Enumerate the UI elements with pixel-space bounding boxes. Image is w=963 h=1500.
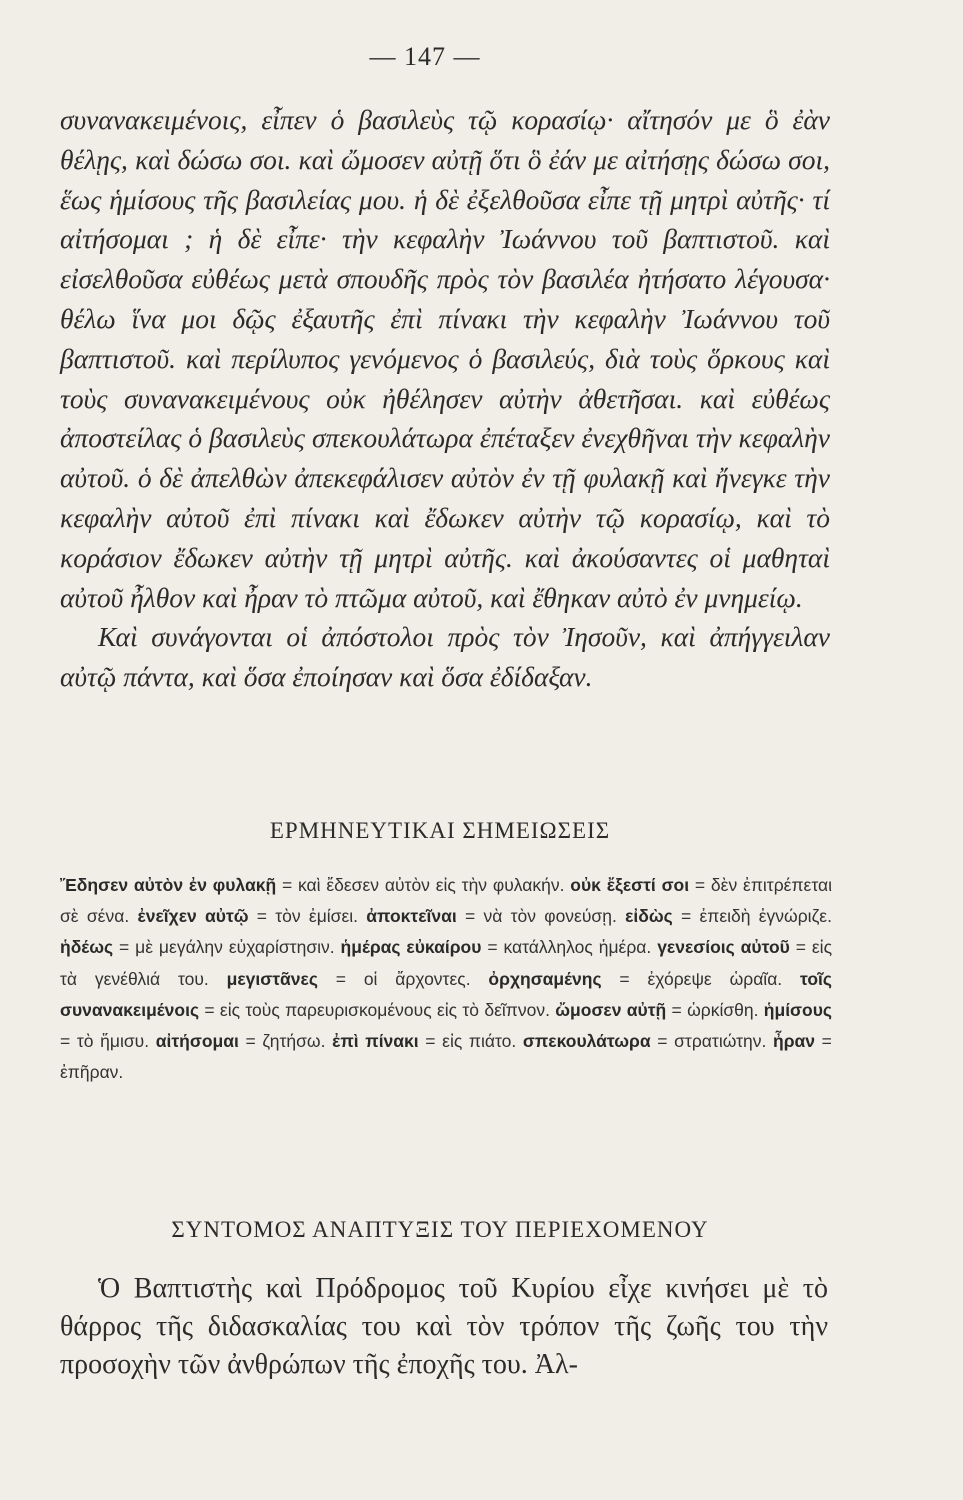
note-term: ἦραν (773, 1031, 816, 1052)
note-meaning: στρατιώτην. (674, 1031, 767, 1052)
note-term: μεγιστᾶνες (226, 968, 318, 989)
summary-section (60, 1270, 828, 1384)
note-meaning: τὸν ἐμίσει. (275, 906, 359, 927)
note-entry: ἡδέως = μὲ μεγάλην εὐχαρίστησιν. (60, 937, 335, 958)
note-meaning: ἐπῆραν. (60, 1062, 124, 1083)
note-meaning: τὸ ἥμισυ. (76, 1031, 150, 1052)
note-term: ἡμίσους (763, 999, 833, 1020)
note-meaning: εἰς πιάτο. (442, 1031, 517, 1052)
note-entry: ἡμέρας εὐκαίρου = κατάλληλος ἡμέρα. (340, 937, 652, 958)
gospel-paragraph-2: Καὶ συνάγονται οἱ ἀπόστολοι πρὸς τὸν Ἰησοῦν, καὶ ἀπήγγειλαν αὐτῷ πάντα, καὶ ὅσα ἐποίησαν καὶ ὅσα ἐδίδαξαν. (60, 621, 830, 693)
note-term: αἰτήσομαι (155, 1031, 239, 1052)
note-meaning: νὰ τὸν φονεύσῃ. (483, 906, 617, 927)
note-meaning: οἱ ἄρχοντες. (363, 968, 471, 989)
note-entry: ὤμοσεν αὐτῇ = ὡρκίσθη. (555, 999, 759, 1020)
note-meaning: ἐπειδὴ ἐγνώριζε. (699, 906, 832, 927)
gospel-text (60, 100, 830, 697)
note-entry: ἦραν = ἐπῆραν. (60, 1031, 832, 1083)
note-term: ὤμοσεν αὐτῇ (555, 999, 667, 1020)
gospel-paragraph-1: συνανακειμένοις, εἶπεν ὁ βασιλεὺς τῷ κορασίῳ· αἴτησόν με ὃ ἐὰν θέλῃς, καὶ δώσω σοι. καὶ ὤμοσεν αὐτῇ ὅτι ὃ ἐάν με αἰτήσῃς δώσω σοι, ἕως ἡμίσους τῆς βασιλείας μου. ἡ δὲ ἐξελθοῦσα εἶπε τῇ μητρὶ αὐτῆς· τί αἰτήσομαι ; ἡ δὲ εἶπε· τὴν κεφαλὴν Ἰωάννου τοῦ βαπτιστοῦ. καὶ εἰσελθοῦσα εὐθέως μετὰ σπουδῆς πρὸς τὸν βασιλέα ἠτήσατο λέγουσα· θέλω ἵνα μοι δῷς ἐξαυτῆς ἐπὶ πίνακι τὴν κεφαλὴν Ἰωάννου τοῦ βαπτιστοῦ. καὶ περίλυπος γενόμενος ὁ βασιλεύς, διὰ τοὺς ὅρκους καὶ τοὺς συνανακειμένους οὐκ ἠθέλησεν αὐτὴν ἀθετῆσαι. καὶ εὐθέως ἀποστείλας ὁ βασιλεὺς σπεκουλάτωρα ἐπέταξεν ἐνεχθῆναι τὴν κεφαλὴν αὐτοῦ. ὁ δὲ ἀπελθὼν ἀπεκεφάλισεν αὐτὸν ἐν τῇ φυλακῇ καὶ ἤνεγκε τὴν κεφαλὴν αὐτοῦ ἐπὶ πίνακι καὶ ἔδωκεν αὐτὴν τῷ κορασίῳ, καὶ τὸ κοράσιον ἔδωκεν αὐτὴν τῇ μητρὶ αὐτῆς. καὶ ἀκούσαντες οἱ μαθηταὶ αὐτοῦ ἦλθον καὶ ἦραν τὸ πτῶμα αὐτοῦ, καὶ ἔθηκαν αὐτὸ ἐν μνημείῳ. (60, 104, 830, 613)
note-entry: εἰδὼς = ἐπειδὴ ἐγνώριζε. (625, 906, 832, 927)
note-entry: ἡμίσους = τὸ ἥμισυ. (60, 999, 833, 1052)
note-term: ἡδέως (60, 937, 114, 958)
note-meaning: ὡρκίσθη. (687, 999, 759, 1020)
note-term: ἐνεῖχεν αὐτῷ (137, 906, 249, 927)
page-number: — 147 — (369, 42, 481, 71)
note-term: τοῖς συνανακειμένοις (60, 968, 833, 1020)
note-entry: Ἔδησεν αὐτὸν ἐν φυλακῇ = καὶ ἔδεσεν αὐτὸν εἰς τὴν φυλακήν. (60, 875, 565, 895)
note-term: σπεκουλάτωρα (522, 1031, 651, 1052)
notes-heading: ΕΡΜΗΝΕΥΤΙΚΑΙ ΣΗΜΕΙΩΣΕΙΣ (269, 818, 611, 843)
note-entry: γενεσίοις αὐτοῦ = εἰς τὰ γενέθλιά του. (60, 937, 832, 989)
note-meaning: εἰς τοὺς παρευρισκομένους εἰς τὸ δεῖπνον. (219, 999, 550, 1020)
note-meaning: καὶ ἔδεσεν αὐτὸν εἰς τὴν φυλακήν. (298, 875, 565, 895)
note-meaning: κατάλληλος ἡμέρα. (503, 937, 652, 958)
note-entry: οὐκ ἔξεστί σοι = δὲν ἐπιτρέπεται σὲ σένα. (60, 875, 832, 927)
note-term: ὀρχησαμένης (488, 968, 602, 989)
notes-section (60, 870, 832, 1088)
note-meaning: ἐχόρεψε ὡραῖα. (647, 968, 783, 989)
note-term: οὐκ ἔξεστί σοι (570, 875, 690, 895)
note-meaning: δὲν ἐπιτρέπεται σὲ σένα. (60, 875, 832, 927)
note-entry: μεγιστᾶνες = οἱ ἄρχοντες. (226, 968, 471, 989)
note-term: ἐπὶ πίνακι (332, 1031, 419, 1052)
note-entry: σπεκουλάτωρα = στρατιώτην. (522, 1031, 767, 1052)
note-entry: τοῖς συνανακειμένοις = εἰς τοὺς παρευρισκομένους εἰς τὸ δεῖπνον. (60, 968, 833, 1020)
summary-heading: ΣΥΝΤΟΜΟΣ ΑΝΑΠΤΥΞΙΣ ΤΟΥ ΠΕΡΙΕΧΟΜΕΝΟΥ (171, 1217, 709, 1242)
note-entry: αἰτήσομαι = ζητήσω. (155, 1031, 326, 1052)
note-term: εἰδὼς (625, 906, 673, 927)
note-term: Ἔδησεν αὐτὸν ἐν φυλακῇ (60, 875, 277, 895)
note-entry: ἐπὶ πίνακι = εἰς πιάτο. (332, 1031, 517, 1052)
note-term: ἀποκτεῖναι (366, 906, 457, 927)
note-meaning: εἰς τὰ γενέθλιά του. (60, 937, 832, 989)
note-meaning: μὲ μεγάλην εὐχαρίστησιν. (135, 937, 335, 958)
note-term: ἡμέρας εὐκαίρου (340, 937, 482, 958)
note-term: γενεσίοις αὐτοῦ (657, 937, 790, 958)
note-entry: ἐνεῖχεν αὐτῷ = τὸν ἐμίσει. (137, 906, 359, 927)
summary-paragraph: Ὁ Βαπτιστὴς καὶ Πρόδρομος τοῦ Κυρίου εἶχε κινήσει μὲ τὸ θάρρος τῆς διδασκαλίας του καὶ τὸν τρόπον τῆς ζωῆς του τὴν προσοχὴν τῶν ἀνθρώπων τῆς ἐποχῆς του. Ἀλ- (60, 1273, 828, 1380)
note-entry: ἀποκτεῖναι = νὰ τὸν φονεύσῃ. (366, 906, 617, 927)
note-entry: ὀρχησαμένης = ἐχόρεψε ὡραῖα. (488, 968, 783, 989)
note-meaning: ζητήσω. (262, 1031, 326, 1052)
